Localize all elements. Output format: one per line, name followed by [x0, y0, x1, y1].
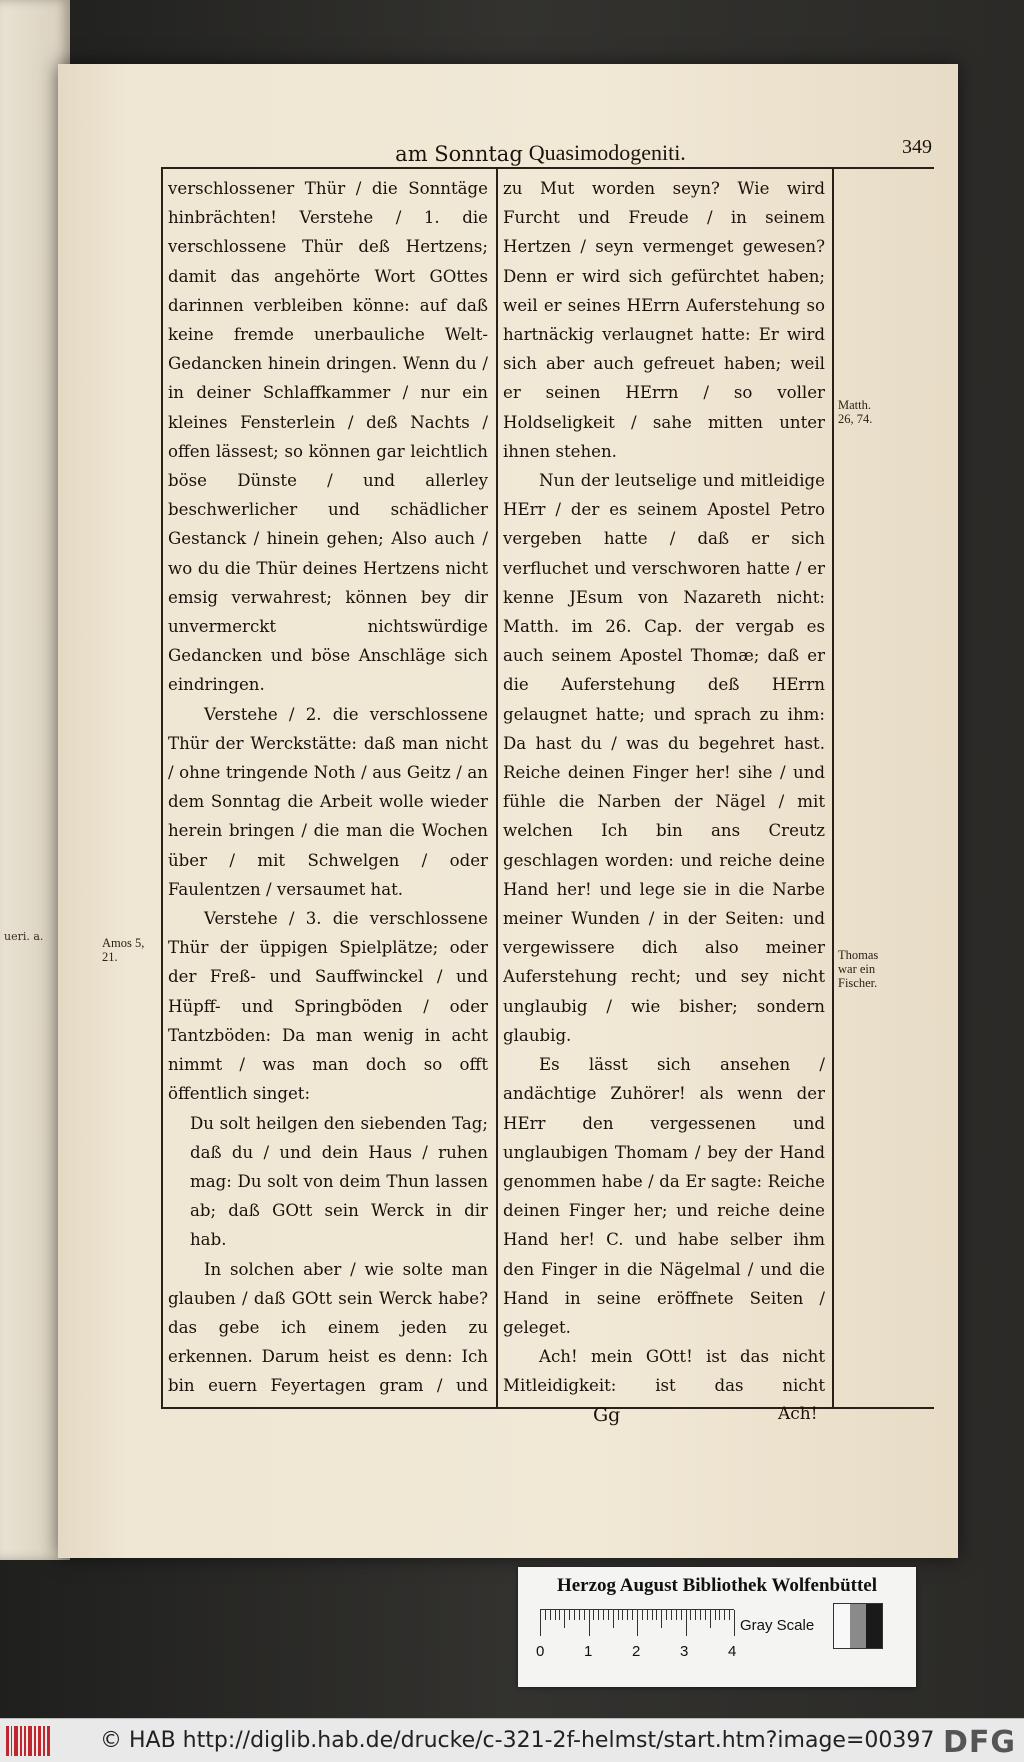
paragraph: verschlossener Thür / die Sonntäge hinbrächten! Verstehe / 1. die verschlossene Thür deß Hertzens; damit das angehörte Wort GOttes darinnen verbleiben könne: auf daß keine fremde unerbauliche Welt-Gedancken hinein dringen. Wenn du / in deiner Schlaffkammer / nur ein kleines Fensterlein / deß Nachts / offen lässest; so können gar leichtlich böse Dünste / und allerley beschwerlicher und schädlicher Gestanck / hinein gehen; Also auch / wo du die Thür deines Hertzens nicht emsig verwahrest; können bey dir unvermerckt nichtswürdige Gedancken und böse Anschläge sich eindringen.	[168, 179, 488, 695]
ruler-tick	[686, 1610, 687, 1636]
ruler-tick	[705, 1610, 706, 1620]
ruler-tick	[569, 1610, 570, 1620]
ruler-tick	[627, 1610, 628, 1620]
previous-page-fragment: ueri. a.	[4, 930, 44, 943]
ruler-tick	[724, 1610, 725, 1620]
column-divider	[496, 167, 498, 1407]
gray-scale-patch	[833, 1603, 883, 1649]
ruler-tick	[622, 1610, 623, 1620]
footer-bar	[0, 1718, 1024, 1762]
ruler-tick	[710, 1610, 711, 1628]
ruler-tick	[700, 1610, 701, 1620]
scale-number: 1	[584, 1643, 593, 1660]
color-calibration-card	[518, 1567, 916, 1687]
barcode-bar	[43, 1726, 45, 1756]
dfg-logo: DFG	[942, 1725, 1016, 1760]
margin-note-thomas: Thomas war ein Fischer.	[838, 948, 879, 990]
ruler-tick	[661, 1610, 662, 1628]
credit-url[interactable]: © HAB http://diglib.hab.de/drucke/c-321-2f-helmst/start.htm?image=00397	[100, 1728, 935, 1753]
margin-note-matth: Matth. 26, 74.	[838, 398, 873, 426]
ruler-tick	[613, 1610, 614, 1628]
ruler-tick	[656, 1610, 657, 1620]
ruler-tick	[647, 1610, 648, 1620]
ruler-tick	[564, 1610, 565, 1628]
header-latin: Quasimodogeniti.	[528, 140, 686, 165]
ruler-tick	[579, 1610, 580, 1620]
barcode-bar	[20, 1726, 22, 1756]
gray-swatch	[834, 1604, 850, 1648]
ruler-tick	[734, 1610, 735, 1636]
ruler-tick	[589, 1610, 590, 1636]
barcode-bar	[28, 1726, 32, 1756]
ruler-tick	[545, 1610, 546, 1620]
left-border-rule	[161, 167, 163, 1407]
scale-ruler	[540, 1609, 734, 1640]
barcode-bar	[14, 1726, 17, 1756]
scale-number: 4	[728, 1643, 737, 1660]
book-page	[58, 64, 958, 1558]
ruler-tick	[715, 1610, 716, 1620]
left-text-column	[168, 174, 488, 1406]
ruler-tick	[540, 1610, 541, 1636]
ruler-tick	[603, 1610, 604, 1620]
ruler-tick	[676, 1610, 677, 1620]
barcode-bar	[34, 1726, 36, 1756]
gray-swatch	[850, 1604, 866, 1648]
paragraph: Verstehe / 2. die verschlossene Thür der Werckstätte: daß man nicht / ohne tringende Noth / aus Geitz / an dem Sonntag die Arbeit wolle wieder herein bringen / die man die Wochen über / mit Schwelgen / oder Faulentzen / versaumet hat.	[168, 704, 488, 899]
paragraph: In solchen aber / wie solte man glauben / daß GOtt sein Werck habe? das gebe ich einem jeden zu erkennen. Darum heist es denn: Ich bin euern Feyertagen gram / und	[168, 1259, 488, 1396]
barcode-bar	[6, 1726, 9, 1756]
ruler-tick	[593, 1610, 594, 1620]
margin-note-amos: Amos 5, 21.	[102, 936, 145, 964]
ruler-tick	[559, 1610, 560, 1620]
paragraph: Verstehe / 3. die verschlossene Thür der üppigen Spielplätze; oder der Freß- und Sauffwinckel / und Hüpff- und Springböden / oder Tantzböden: Da man wenig in acht nimmt / was man doch so offt öffentlich singet:	[168, 909, 488, 1104]
library-name: Herzog August Bibliothek Wolfenbüttel	[556, 1575, 878, 1596]
ruler-tick	[681, 1610, 682, 1620]
barcode-bar	[24, 1726, 27, 1756]
footer-rule	[161, 1407, 934, 1409]
ruler-tick	[550, 1610, 551, 1620]
running-header	[163, 136, 918, 166]
ruler-tick	[584, 1610, 585, 1620]
ruler-tick	[574, 1610, 575, 1620]
ruler-tick	[719, 1610, 720, 1620]
right-border-rule	[832, 167, 834, 1407]
paragraph: zu Mut worden seyn? Wie wird Furcht und Freude / in seinem Hertzen / seyn vermenget gewesen? Denn er wird sich gefürchtet haben; weil er seines HErrn Auferstehung so hartnäckig verlaugnet hatte: Er wird sich aber auch gefreuet haben; weil er seinen HErrn / so voller Holdseligkeit / sahe mitten unter ihnen stehen.	[503, 179, 825, 461]
barcode-bar	[47, 1726, 50, 1756]
gray-scale-label: Gray Scale	[740, 1617, 815, 1634]
scale-numbers	[536, 1643, 736, 1663]
ruler-tick	[652, 1610, 653, 1620]
ruler-tick	[598, 1610, 599, 1620]
ruler-tick	[642, 1610, 643, 1620]
barcode-icon	[6, 1726, 50, 1756]
signature-mark: Gg	[593, 1404, 621, 1426]
catchword: Ach!	[778, 1404, 818, 1424]
ruler-tick	[632, 1610, 633, 1620]
barcode-bar	[11, 1726, 13, 1756]
page-number: 349	[902, 136, 932, 158]
right-text-column	[503, 174, 825, 1406]
paragraph: Ach! mein GOtt! ist das nicht Mitleidigkeit: ist das nicht	[503, 1347, 825, 1396]
scale-number: 0	[536, 1643, 545, 1660]
ruler-tick	[695, 1610, 696, 1620]
scale-number: 2	[632, 1643, 641, 1660]
gray-swatch	[866, 1604, 882, 1648]
paragraph: Du solt heilgen den siebenden Tag; daß du / und dein Haus / ruhen mag: Du solt von deim Thun lassen ab; daß GOtt sein Werck in dir hab.	[190, 1113, 488, 1250]
ruler-tick	[637, 1610, 638, 1636]
header-german: am Sonntag	[395, 142, 523, 166]
ruler-tick	[690, 1610, 691, 1620]
scale-number: 3	[680, 1643, 689, 1660]
paragraph: Es lässt sich ansehen / andächtige Zuhörer! als wenn der HErr den vergessenen und unglaubigen Thomam / bey der Hand genommen habe / da Er sagte: Reiche deinen Finger her; und reiche deine Hand her! C. und habe selber ihm den Finger in die Nägelmal / und die Hand in seine eröffnete Seiten / geleget.	[503, 1055, 825, 1337]
barcode-bar	[38, 1726, 41, 1756]
header-rule	[161, 167, 934, 169]
ruler-tick	[666, 1610, 667, 1620]
ruler-tick	[608, 1610, 609, 1620]
ruler-tick	[671, 1610, 672, 1620]
ruler-tick	[729, 1610, 730, 1620]
paragraph: Nun der leutselige und mitleidige HErr / der es seinem Apostel Petro vergeben hatte / daß er sich verfluchet und verschworen hatte / er kenne JEsum von Nazareth nicht: Matth. im 26. Cap. der vergab es auch seinem Apostel Thomæ; daß er die Auferstehung deß HErrn gelaugnet hatte; und sprach zu ihm: Da hast du / was du begehret hast. Reiche deinen Finger her! sihe / und fühle die Narben der Nägel / mit welchen Ich bin ans Creutz geschlagen worden: und reiche deine Hand her! und lege sie in die Narbe meiner Wunden / in der Seiten: und vergewissere dich also meiner Auferstehung recht; und sey nicht unglaubig / wie bisher; sondern glaubig.	[503, 471, 825, 1045]
ruler-tick	[618, 1610, 619, 1620]
ruler-tick	[555, 1610, 556, 1620]
